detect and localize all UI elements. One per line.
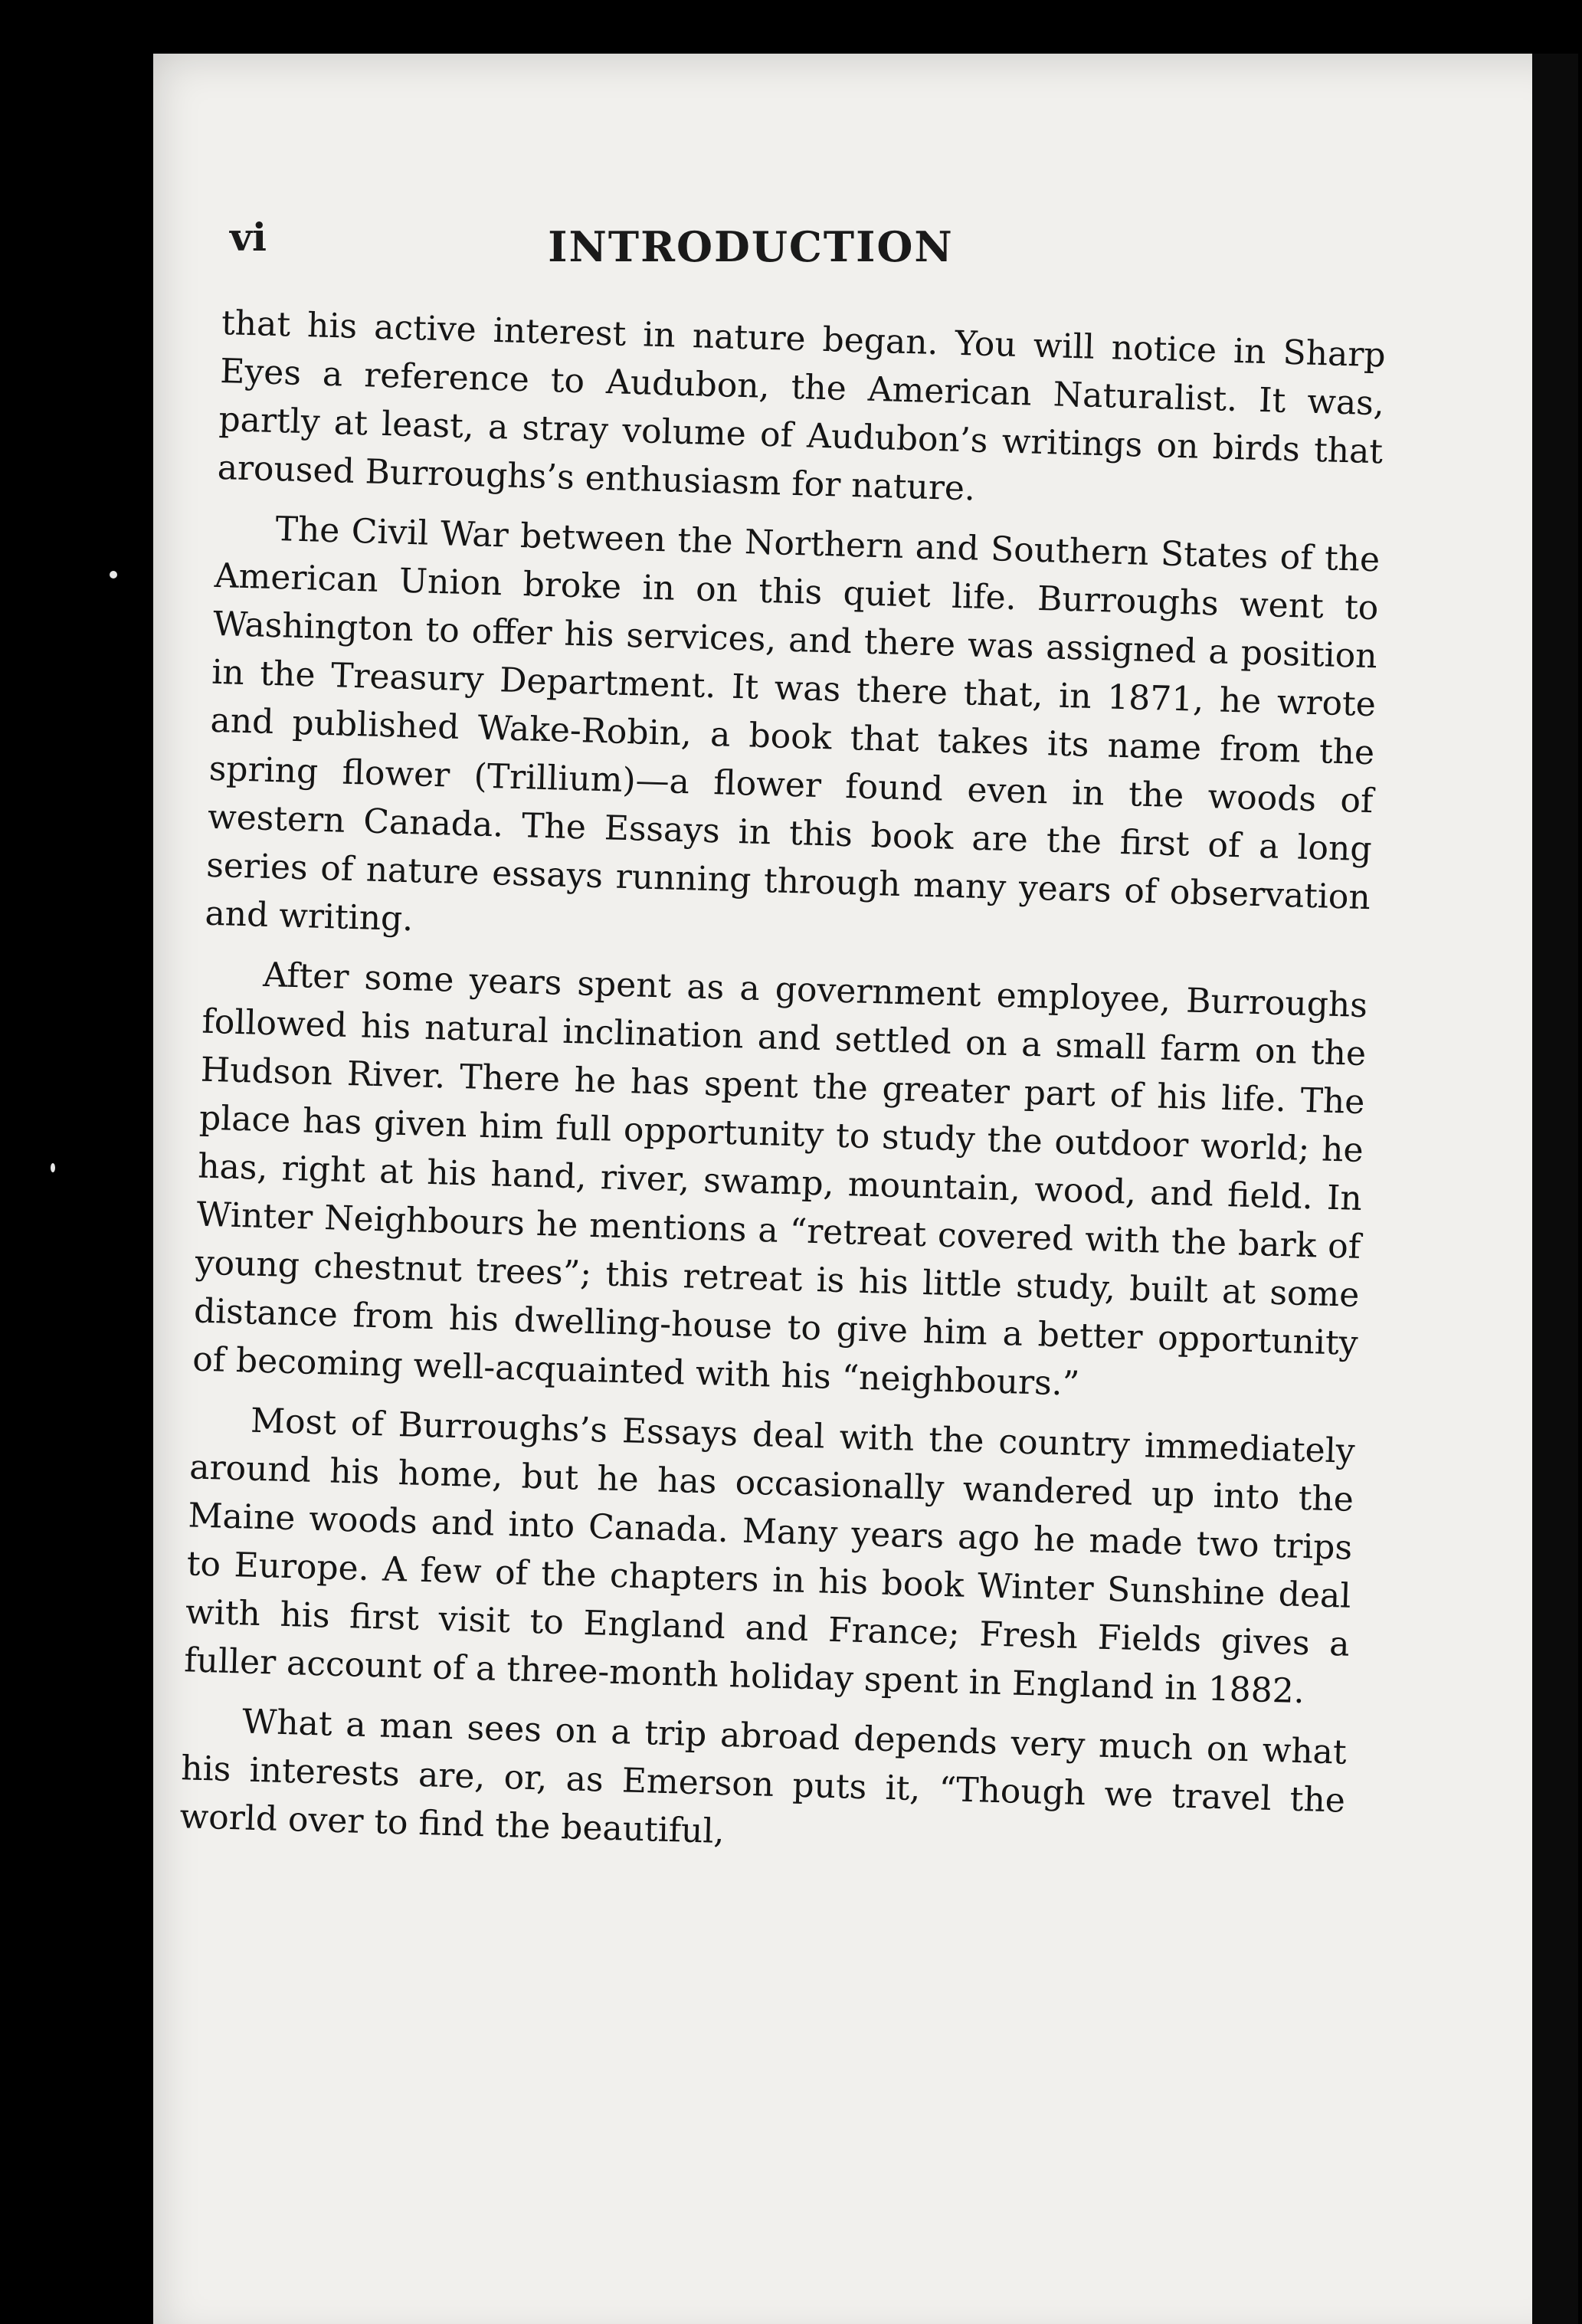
paragraph: The Civil War between the Northern and Southern States of the American Union broke in on this quiet life. Burroughs went to Washington to offer his services, and there was assigned a position in the Treasury Department. It was there that, in 1871, he wrote and published Wake-Robin, a book that takes its name from the spring flower (Trillium)—a flower found even in the woods of western Canada. The Essays in this book are the first of a long series of nature essays running through many years of observation and writing. <box>204 510 1381 939</box>
page-number: vi <box>230 215 267 260</box>
running-title: INTRODUCTION <box>548 222 954 271</box>
paragraph: What a man sees on a trip abroad depends very much on what his interests are, or, as Emerson puts it, “Though we travel the world over to find the beautiful, <box>179 1702 1348 1852</box>
paragraph: Most of Burroughs’s Essays deal with the country immediately around his home, but he has occasionally wandered up into the Maine woods and into Canada. Many years ago he made two trips to Europe. A few of the chapters in his book Winter Sunshine deal with his first visit to England and France; Fresh Fields gives a fuller account of a three-month holiday spent in England in 1882. <box>183 1401 1356 1712</box>
paragraph: After some years spent as a government employee, Burroughs followed his natural inclination and settled on a small farm on the Hudson River. There he has spent the greater part of his life. The place has given him full opportunity to study the outdoor world; he has, right at his hand, river, swamp, mountain, wood, and field. In Winter Neighbours he mentions a “retreat covered with the bark of young chestnut trees”; this retreat is his little study, built at some distance from his dwelling-house to give him a better opportunity of becoming well-acquainted with his “neighbours.” <box>192 955 1368 1404</box>
page-header <box>230 215 1149 276</box>
scan-speck <box>110 571 117 579</box>
page-edge-shadow <box>1532 54 1578 2324</box>
paragraph: that his active interest in nature began. You will notice in Sharp Eyes a reference to Audubon, the American Naturalist. It was, partly at least, a stray volume of Audubon’s writings on birds that aroused Burroughs’s enthusiasm for nature. <box>217 303 1387 509</box>
body-text <box>179 299 1386 1885</box>
scan-speck <box>51 1163 55 1172</box>
